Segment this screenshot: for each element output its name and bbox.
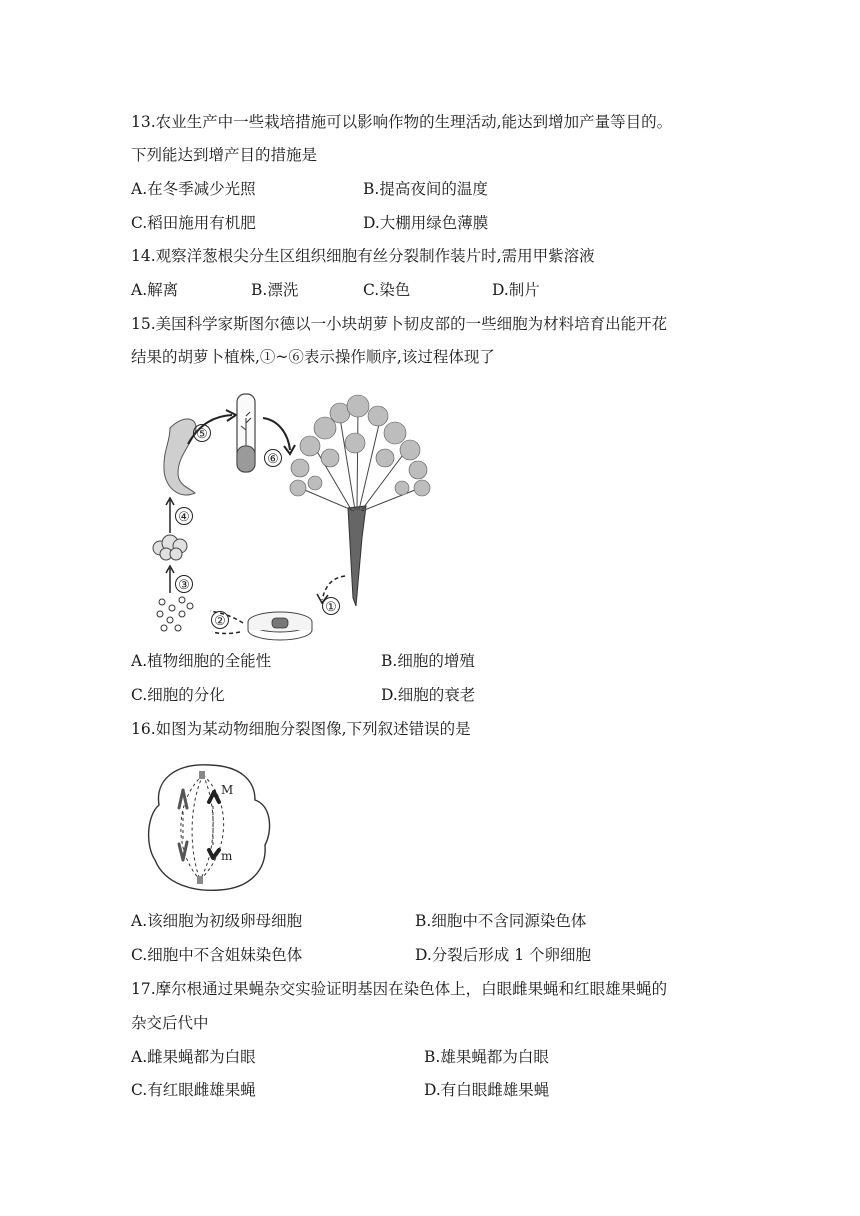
q16-option-a: A.该细胞为初级卵母细胞 [131, 912, 303, 930]
q13-stem-line2: 下列能达到增产目的措施是 [131, 146, 318, 164]
q15-option-c: C.细胞的分化 [131, 686, 225, 704]
q13-option-a: A.在冬季减少光照 [131, 180, 256, 198]
q16-option-d: D.分裂后形成 1 个卵细胞 [415, 946, 592, 964]
q13-option-d: D.大棚用绿色薄膜 [363, 214, 489, 232]
q17-option-a: A.雌果蝇都为白眼 [131, 1048, 256, 1066]
q14-stem: 14.观察洋葱根尖分生区组织细胞有丝分裂制作装片时,需用甲紫溶液 [131, 247, 595, 265]
carrot-tissue-culture-figure [140, 388, 440, 648]
callus [153, 535, 187, 560]
q14-option-c: C.染色 [363, 281, 411, 299]
q17-option-d: D.有白眼雌雄果蝇 [424, 1081, 550, 1099]
cell-outline [149, 765, 270, 890]
q15-option-b: B.细胞的增殖 [381, 652, 475, 670]
q16-option-c: C.细胞中不含姐妹染色体 [131, 946, 303, 964]
carrot-plant [290, 395, 430, 606]
q16-option-b: B.细胞中不含同源染色体 [415, 912, 587, 930]
gene-label-M: M [221, 783, 234, 797]
q13-option-c: C.稻田施用有机肥 [131, 214, 256, 232]
q14-option-d: D.制片 [492, 281, 540, 299]
q15-stem-line1: 15.美国科学家斯图尔德以一小块胡萝卜韧皮部的一些细胞为材料培育出能开花 [131, 315, 668, 333]
q17-option-b: B.雄果蝇都为白眼 [424, 1048, 549, 1066]
cell-division-figure [145, 760, 275, 895]
q17-stem-line2: 杂交后代中 [131, 1014, 209, 1032]
q15-stem-line2: 结果的胡萝卜植株,①~⑥表示操作顺序,该过程体现了 [131, 348, 495, 366]
step1-label: ① [325, 600, 337, 615]
single-cells [157, 597, 193, 631]
step5-label: ⑤ [196, 427, 208, 442]
q17-stem-line1: 17.摩尔根通过果蝇杂交实验证明基因在染色体上，白眼雌果蝇和红眼雄果蝇的 [131, 980, 668, 998]
q15-option-d: D.细胞的衰老 [381, 686, 476, 704]
q17-option-c: C.有红眼雌雄果蝇 [131, 1081, 256, 1099]
step3-label: ③ [178, 578, 190, 593]
step6-label: ⑥ [267, 452, 279, 467]
root-segment [164, 419, 196, 495]
q14-option-a: A.解离 [131, 281, 179, 299]
q15-option-a: A.植物细胞的全能性 [131, 652, 272, 670]
gene-label-m: m [221, 849, 233, 863]
test-tube [237, 394, 255, 472]
step2-label: ② [214, 614, 226, 629]
step4-label: ④ [178, 510, 190, 525]
q13-option-b: B.提高夜间的温度 [363, 180, 488, 198]
petri-dish [248, 612, 312, 640]
q13-stem-line1: 13.农业生产中一些栽培措施可以影响作物的生理活动,能达到增加产量等目的。 [131, 113, 673, 131]
q14-option-b: B.漂洗 [251, 281, 299, 299]
q16-stem: 16.如图为某动物细胞分裂图像,下列叙述错误的是 [131, 720, 471, 738]
